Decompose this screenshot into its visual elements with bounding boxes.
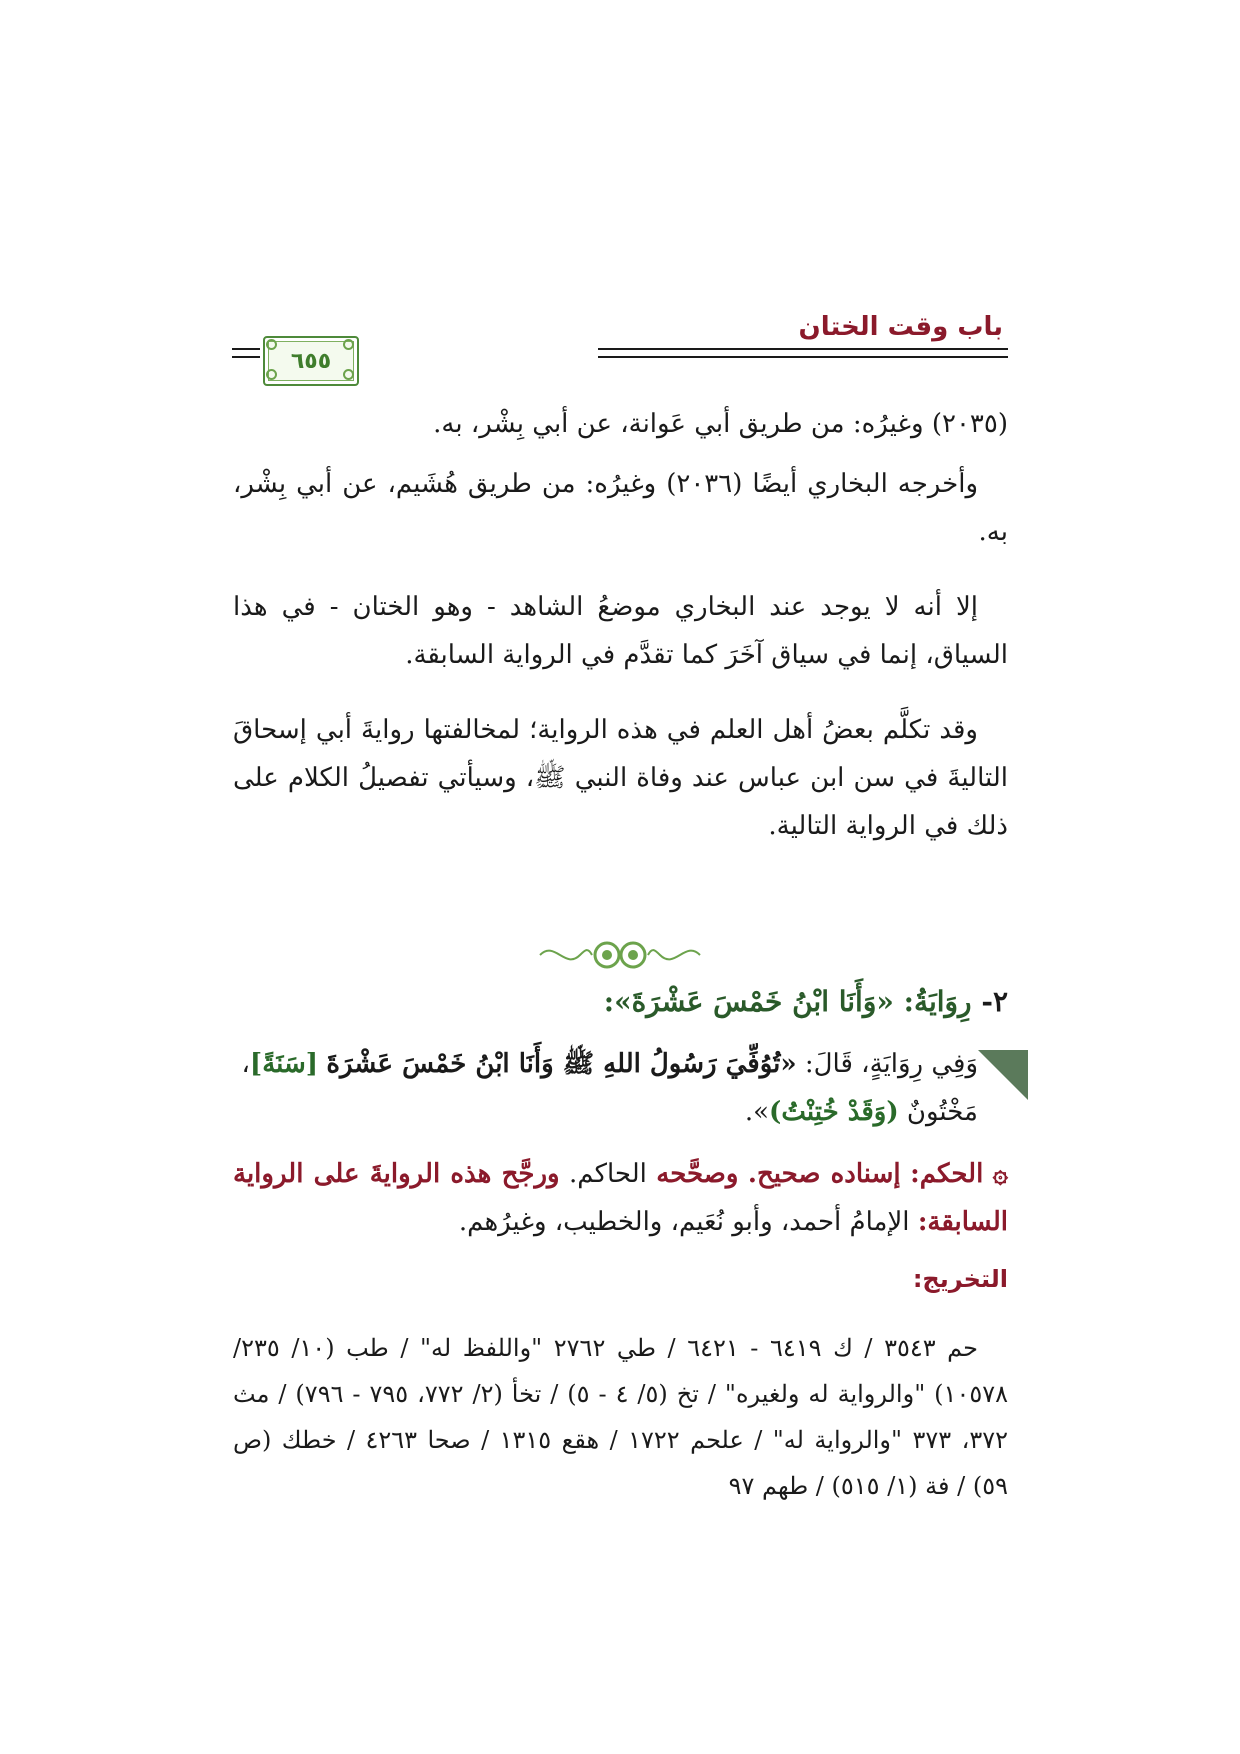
badge-corner-ornament [266,339,277,350]
ruling-text-5: الإمامُ أحمد، وأبو نُعَيم، والخطيب، وغيرُهم. [458,1207,918,1237]
badge-corner-ornament [266,369,277,380]
paragraph-1: (٢٠٣٥) وغيرُه: من طريق أبي عَوانة، عن أبي بِشْر، به. [433,409,1008,439]
ruling-text-4: ورجَّح هذه الروايةَ على الرواية السابقة: [233,1159,1008,1237]
ruling-paragraph [233,1150,1008,1246]
takhrij-text: حم ٣٥٤٣ / ك ٦٤١٩ - ٦٤٢١ / طي ٢٧٦٢ "واللفظ له" / طب (١٠/ ٢٣٥/ ١٠٥٧٨) "والرواية له ولغيره" / تخ (٥/ ٤ - ٥) / تخأ (٢/ ٧٧٢، ٧٩٥ - ٧٩٦) / مث ٣٧٢، ٣٧٣ "والرواية له" / علحم ١٧٢٢ / هقع ١٣١٥ / صحا ٤٢٦٣ / خطك (ص ٥٩) / فة (١/ ٥١٥) / طهم ٩٧ [233,1334,1009,1500]
narration-rest: ، مَخْتُونٌ [241,1049,978,1127]
narration-quote: «تُوُفِّيَ رَسُولُ اللهِ ﷺ وَأَنَا ابْنُ خَمْسَ عَشْرَةَ [326,1049,797,1079]
ruling-text-3: الحاكم. [559,1159,657,1189]
narration-text [233,1040,1008,1136]
ruling-text-1: إسناده صحيح. [747,1159,901,1189]
narration-paren: (وَقَدْ خُتِنْتُ) [769,1097,899,1127]
section-heading-text: رِوَايَةُ: «وَأَنَا ابْنُ خَمْسَ عَشْرَةَ»: [603,985,972,1018]
page-number: ٦٥٥ [290,348,332,374]
header-rule-left [232,348,260,350]
ruling-text-2: وصحَّحه [656,1159,739,1189]
narration-end: ». [744,1097,770,1127]
narration-intro: وَفِي رِوَايَةٍ، قَالَ: [796,1049,978,1079]
narration-bracket: [سَنَةً] [249,1049,319,1079]
header-rule-left-2 [232,356,260,358]
paragraph-2: وأخرجه البخاري أيضًا (٢٠٣٦) وغيرُه: من طريق هُشَيم، عن أبي بِشْر، به. [233,469,1008,547]
badge-corner-ornament [343,339,354,350]
ruling-icon: ۞ [992,1159,1008,1189]
takhrij-title: التخريج: [912,1265,1008,1293]
section-number: ٢- [981,985,1008,1018]
section-heading [604,985,1008,1018]
chapter-title: باب وقت الختان [798,312,1003,342]
header-rule-right [598,348,1008,350]
divider-ornament-icon [530,935,710,975]
badge-corner-ornament [343,369,354,380]
paragraph-4: وقد تكلَّم بعضُ أهل العلم في هذه الرواية؛ لمخالفتها روايةَ أبي إسحاقَ التاليةَ في سن ابن عباس عند وفاة النبي ﷺ، وسيأتي تفصيلُ الكلام على ذلك في الرواية التالية. [233,715,1008,841]
header-rule-right-2 [598,356,1008,358]
ruling-label: الحكم: [910,1159,984,1189]
paragraph-3: إلا أنه لا يوجد عند البخاري موضعُ الشاهد - وهو الختان - في هذا السياق، إنما في سياق آخَرَ كما تقدَّم في الرواية السابقة. [233,592,1008,670]
